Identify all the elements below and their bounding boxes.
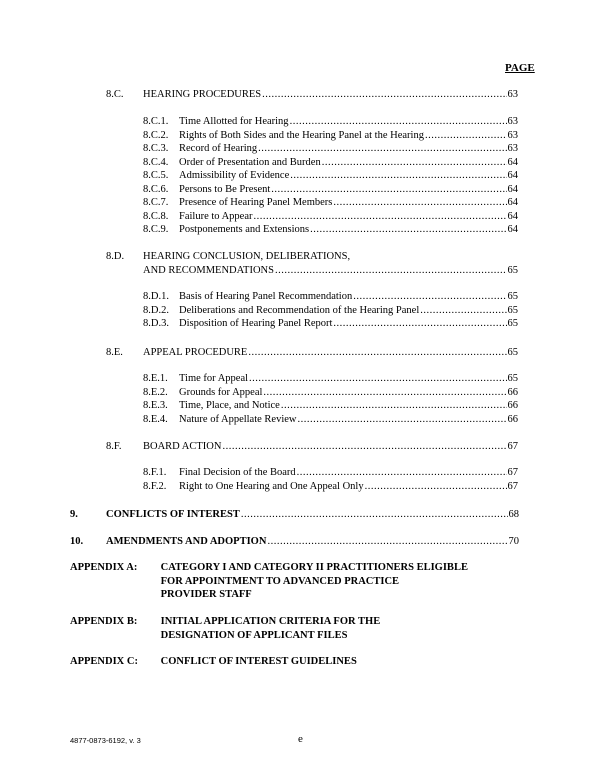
appendix-title	[161, 561, 468, 602]
toc-item-8c5[interactable]	[143, 169, 518, 182]
toc-page: 66	[507, 400, 518, 411]
toc-item-8e2[interactable]	[143, 386, 518, 399]
toc-page: 64	[507, 210, 518, 222]
toc-label: AMENDMENTS AND ADOPTION	[106, 536, 267, 547]
toc-number: 8.F.2.	[143, 480, 167, 492]
dot-leader	[253, 210, 506, 223]
toc-number: 8.E.	[106, 347, 123, 358]
toc-item-8c3[interactable]	[143, 142, 518, 155]
toc-label: CONFLICTS OF INTEREST	[106, 509, 240, 520]
dot-leader	[425, 129, 507, 142]
toc-page: 64	[507, 183, 518, 195]
dot-leader	[281, 399, 507, 412]
toc-label: Admissibility of Evidence	[179, 170, 290, 181]
toc-label: Presence of Hearing Panel Members	[179, 197, 333, 208]
toc-number: 8.D.	[106, 251, 125, 262]
toc-number: 8.E.3.	[143, 400, 168, 411]
toc-page: 67	[507, 441, 518, 452]
toc-page: 67	[507, 467, 518, 478]
toc-label: Postponements and Extensions	[179, 224, 310, 235]
toc-page: 63	[507, 143, 518, 154]
toc-page: 67	[507, 480, 518, 492]
toc-section-8d[interactable]	[106, 264, 518, 277]
dot-leader	[310, 223, 506, 236]
toc-item-8d3[interactable]	[143, 317, 518, 330]
appendix-title-line: FOR APPOINTMENT TO ADVANCED PRACTICE	[160, 575, 400, 587]
toc-page: 63	[507, 89, 518, 100]
dot-leader	[297, 466, 507, 479]
toc-section-9[interactable]	[70, 508, 519, 521]
dot-leader	[290, 115, 507, 128]
toc-section-8f[interactable]	[106, 440, 518, 453]
toc-number: 8.E.1.	[143, 373, 168, 384]
toc-item-8d2[interactable]	[143, 304, 518, 317]
toc-label: Time Allotted for Hearing	[179, 116, 289, 127]
dot-leader	[249, 372, 506, 385]
toc-item-8c2[interactable]	[143, 129, 518, 142]
toc-page: 65	[507, 347, 518, 358]
toc-number: 8.D.2.	[143, 304, 169, 316]
toc-number: 8.C.4.	[143, 156, 169, 168]
toc-item-8f2[interactable]	[143, 480, 518, 493]
toc-item-8e4[interactable]	[143, 413, 518, 426]
appendix-label: APPENDIX C:	[70, 656, 138, 667]
toc-item-8e3[interactable]	[143, 399, 518, 412]
toc-page: 64	[507, 156, 518, 168]
toc-label: Deliberations and Recommendation of the Hearing Panel	[179, 304, 420, 316]
dot-leader	[322, 156, 507, 169]
toc-section-8c[interactable]	[106, 88, 518, 101]
toc-label: Final Decision of the Board	[179, 467, 296, 478]
toc-page: 65	[507, 304, 518, 316]
appendix-title	[161, 655, 357, 669]
dot-leader	[333, 196, 506, 209]
toc-label: AND RECOMMENDATIONS	[143, 264, 274, 276]
toc-number: 8.C.8.	[143, 210, 169, 222]
appendix-title-line: INITIAL APPLICATION CRITERIA FOR THE	[160, 616, 381, 627]
toc-number: 8.C.7.	[143, 197, 169, 208]
toc-item-8c7[interactable]	[143, 196, 518, 209]
dot-leader	[262, 88, 506, 101]
toc-page: 63	[507, 116, 518, 127]
toc-number: 8.D.3.	[143, 318, 169, 329]
toc-appendix-c[interactable]	[70, 655, 357, 669]
toc-page: 65	[507, 264, 518, 276]
dot-leader	[420, 304, 506, 317]
toc-page: 68	[508, 509, 519, 520]
toc-label: Disposition of Hearing Panel Report	[179, 318, 333, 329]
appendix-title-line: CONFLICT OF INTEREST GUIDELINES	[160, 656, 357, 667]
toc-appendix-a[interactable]	[70, 561, 468, 602]
appendix-title-line: CATEGORY I AND CATEGORY II PRACTITIONERS ELIGIBLE	[160, 562, 468, 573]
toc-item-8c8[interactable]	[143, 210, 518, 223]
appendix-title	[161, 615, 381, 642]
toc-item-8c9[interactable]	[143, 223, 518, 236]
toc-page: 66	[507, 413, 518, 425]
toc-page: 65	[507, 373, 518, 384]
toc-section-8d-line1	[106, 250, 350, 263]
page-column-header: PAGE	[505, 62, 535, 74]
toc-number: 8.E.4.	[143, 413, 168, 425]
toc-label: Right to One Hearing and One Appeal Only	[179, 480, 364, 492]
toc-label: APPEAL PROCEDURE	[143, 347, 248, 358]
toc-number: 8.C.5.	[143, 170, 169, 181]
toc-page: 66	[507, 386, 518, 398]
toc-appendix-b[interactable]	[70, 615, 380, 642]
toc-number: 8.D.1.	[143, 291, 169, 302]
dot-leader	[353, 290, 506, 303]
toc-item-8d1[interactable]	[143, 290, 518, 303]
dot-leader	[267, 535, 507, 548]
appendix-label: APPENDIX B:	[70, 616, 138, 627]
toc-number: 8.F.	[106, 441, 122, 452]
toc-label: Record of Hearing	[179, 143, 258, 154]
toc-section-10[interactable]	[70, 535, 519, 548]
toc-page: 63	[507, 129, 518, 141]
toc-label: Order of Presentation and Burden	[179, 156, 321, 168]
toc-number: 8.C.9.	[143, 224, 169, 235]
toc-page: 64	[507, 170, 518, 181]
toc-label: Basis of Hearing Panel Recommendation	[179, 291, 353, 302]
toc-number: 8.F.1.	[143, 467, 167, 478]
toc-page: 65	[507, 318, 518, 329]
dot-leader	[258, 142, 506, 155]
dot-leader	[365, 480, 507, 493]
dot-leader	[241, 508, 508, 521]
toc-label: Time for Appeal	[179, 373, 249, 384]
appendix-title-line: PROVIDER STAFF	[160, 589, 252, 600]
toc-number: 8.C.1.	[143, 116, 169, 127]
dot-leader	[222, 440, 506, 453]
toc-number: 9.	[70, 509, 78, 520]
toc-label: Rights of Both Sides and the Hearing Panel at the Hearing	[179, 129, 424, 141]
toc-number: 8.C.2.	[143, 129, 169, 141]
dot-leader	[333, 317, 506, 330]
toc-item-8c6[interactable]	[143, 183, 518, 196]
toc-label: Time, Place, and Notice	[179, 400, 280, 411]
appendix-title-line: DESIGNATION OF APPLICANT FILES	[160, 629, 348, 641]
toc-label: HEARING PROCEDURES	[143, 89, 262, 100]
toc-section-8e[interactable]	[106, 346, 518, 359]
toc-item-8c4[interactable]	[143, 156, 518, 169]
toc-item-8c1[interactable]	[143, 115, 518, 128]
toc-label: Grounds for Appeal	[179, 386, 263, 398]
page-number: e	[298, 733, 303, 745]
toc-label: HEARING CONCLUSION, DELIBERATIONS,	[143, 251, 351, 262]
toc-page: 70	[508, 536, 519, 547]
toc-number: 10.	[70, 536, 84, 547]
dot-leader	[298, 413, 507, 426]
toc-label: BOARD ACTION	[143, 441, 222, 452]
toc-item-8f1[interactable]	[143, 466, 518, 479]
dot-leader	[271, 183, 506, 196]
toc-item-8e1[interactable]	[143, 372, 518, 385]
dot-leader	[248, 346, 506, 359]
document-id: 4877-0873-6192, v. 3	[70, 736, 141, 745]
toc-page: 64	[507, 197, 518, 208]
dot-leader	[290, 169, 506, 182]
dot-leader	[275, 264, 507, 277]
toc-page: 65	[507, 291, 518, 302]
toc-label: Failure to Appear	[179, 210, 253, 222]
toc-number: 8.C.6.	[143, 183, 169, 195]
toc-label: Nature of Appellate Review	[179, 413, 297, 425]
toc-number: 8.C.3.	[143, 143, 169, 154]
toc-label: Persons to Be Present	[179, 183, 271, 195]
toc-number: 8.E.2.	[143, 386, 168, 398]
toc-number: 8.C.	[106, 89, 124, 100]
toc-page: 64	[507, 224, 518, 235]
dot-leader	[263, 386, 506, 399]
appendix-label: APPENDIX A:	[70, 562, 138, 573]
